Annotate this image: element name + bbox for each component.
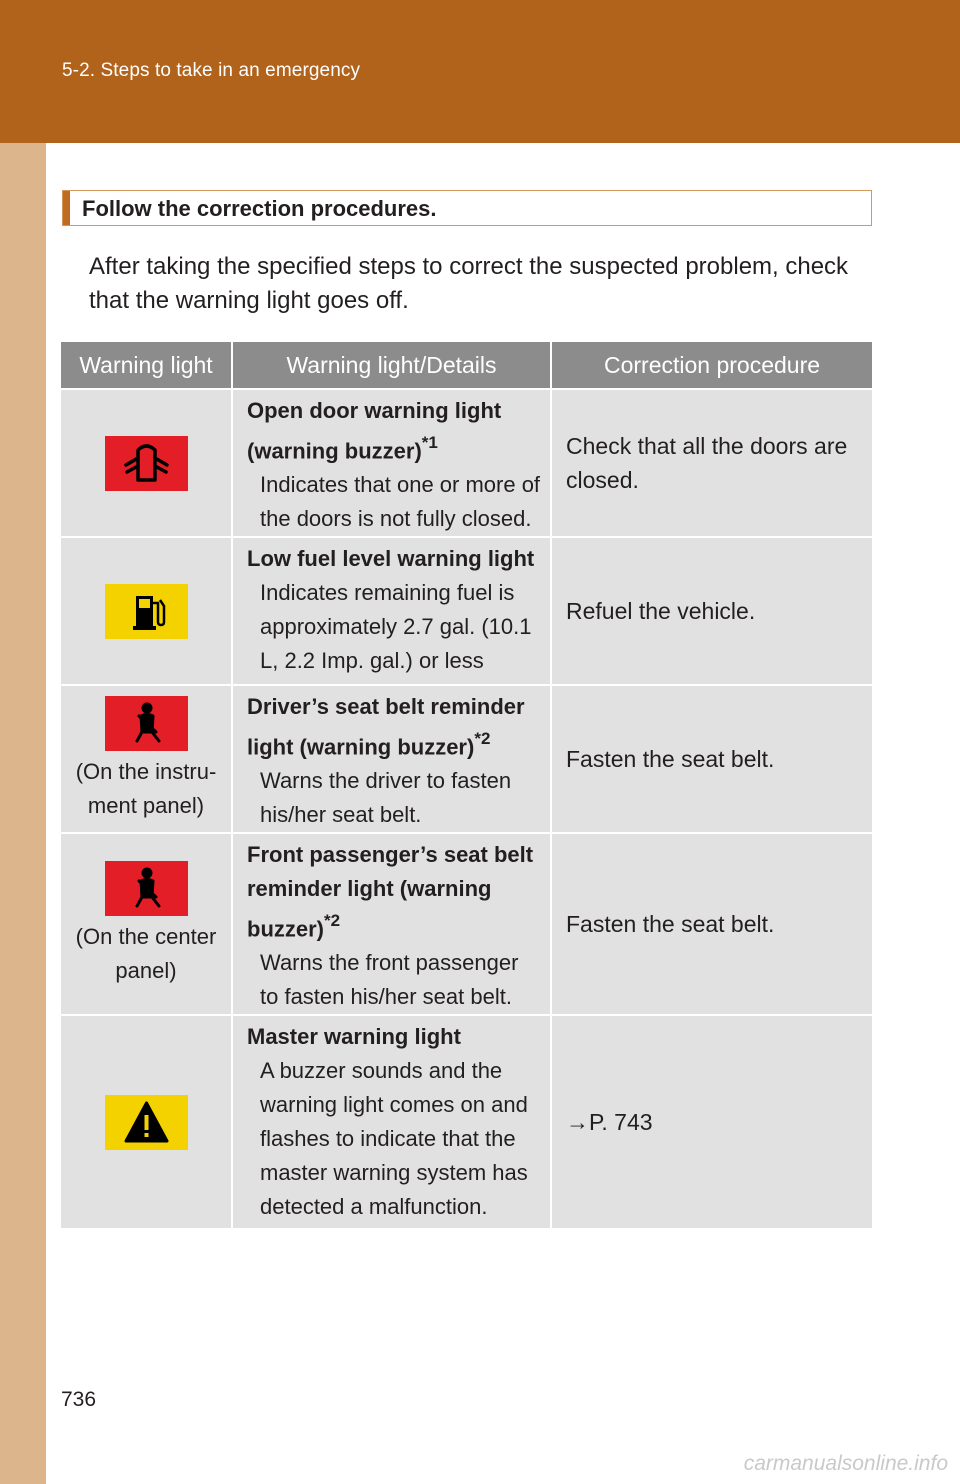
seat-belt-icon <box>105 861 188 916</box>
table-row <box>61 388 872 536</box>
fuel-pump-icon <box>105 584 188 639</box>
warning-light-name: Front passenger’s seat belt reminder light (warning buzzer)$^{*2}$ <box>247 842 534 942</box>
procedure-heading <box>62 190 872 226</box>
page-number: 736 <box>61 1388 97 1411</box>
icon-location-note: (On the instru- ment panel) <box>75 758 217 818</box>
warning-light-description: A buzzer sounds and the warning light comes on and flashes to indicate that the master warning system has detected a malfunction. <box>260 1058 528 1219</box>
warning-light-description: Warns the front passenger to fasten his/her seat belt. <box>260 950 519 1010</box>
warning-light-description: Indicates remaining fuel is approximately 2.7 gal. (10.1 L, 2.2 Imp. gal.) or less <box>260 580 532 673</box>
correction-text: Check that all the doors are closed. <box>566 433 848 493</box>
details-cell <box>233 538 552 684</box>
details-cell <box>233 1016 552 1228</box>
table-row <box>61 1014 872 1228</box>
section-title: 5-2. Steps to take in an emergency <box>62 60 361 81</box>
heading-text: Follow the correction procedures. <box>82 196 437 221</box>
correction-text: Fasten the seat belt. <box>566 911 775 937</box>
open-door-icon <box>105 436 188 491</box>
details-cell <box>233 686 552 832</box>
warning-light-name: Driver’s seat belt reminder light (warning buzzer)$^{*2}$ <box>247 694 525 760</box>
warning-light-name: Open door warning light (warning buzzer)$^{*1}$ <box>247 398 502 464</box>
table-row <box>61 684 872 832</box>
side-margin-band <box>0 143 46 1484</box>
correction-cell <box>552 686 872 832</box>
correction-text: Fasten the seat belt. <box>566 746 775 772</box>
page-reference-link[interactable]: →P. 743 <box>566 1109 653 1135</box>
correction-cell <box>552 834 872 1014</box>
correction-cell <box>552 1016 872 1228</box>
warning-light-cell <box>61 390 233 536</box>
table-row <box>61 832 872 1014</box>
watermark: carmanualsonline.info <box>743 1452 948 1475</box>
warning-light-cell <box>61 834 233 1014</box>
warning-triangle-icon <box>105 1095 188 1150</box>
warning-light-cell <box>61 538 233 684</box>
warning-light-cell <box>61 686 233 832</box>
details-cell <box>233 390 552 536</box>
correction-cell <box>552 538 872 684</box>
column-header-correction: Correction procedure <box>603 351 821 378</box>
seat-belt-icon <box>105 696 188 751</box>
warning-light-name: Low fuel level warning light <box>247 546 535 571</box>
correction-cell <box>552 390 872 536</box>
column-header-details: Warning light/Details <box>233 342 552 388</box>
icon-location-note: (On the center panel) <box>75 923 217 983</box>
table-header <box>61 342 872 388</box>
warning-light-description: Indicates that one or more of the doors is not fully closed. <box>260 472 541 532</box>
correction-text: Refuel the vehicle. <box>566 598 756 624</box>
chapter-header-band <box>0 0 960 143</box>
warning-light-table <box>61 342 872 1228</box>
table-row <box>61 536 872 684</box>
column-header-warning-light: Warning light <box>61 342 233 388</box>
warning-light-description: Warns the driver to fasten his/her seat belt. <box>260 768 512 828</box>
intro-paragraph: After taking the specified steps to correct the suspected problem, check that the warning light goes off. <box>89 253 849 314</box>
details-cell <box>233 834 552 1014</box>
warning-light-cell <box>61 1016 233 1228</box>
warning-light-name: Master warning light <box>247 1024 461 1049</box>
heading-accent-bar <box>63 191 70 225</box>
